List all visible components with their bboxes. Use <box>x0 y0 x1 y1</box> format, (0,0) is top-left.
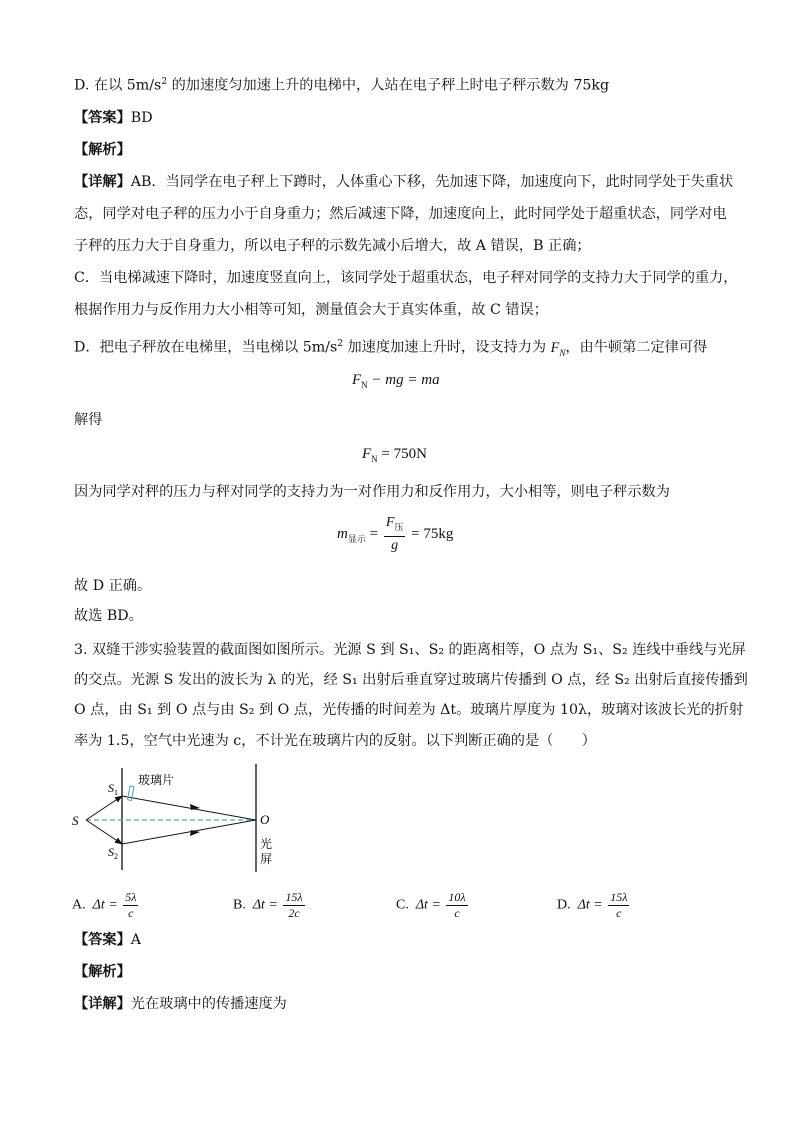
detail-1-line-7: 因为同学对秤的压力与秤对同学的支持力为一对作用力和反作用力，大小相等，则电子秤示数为 <box>74 484 670 500</box>
solve-label: 解得 <box>74 412 103 428</box>
question-3-line-3: O 点，由 S₁ 到 O 点与由 S₂ 到 O 点，光传播的时间差为 Δt。玻璃片厚度为 10λ，玻璃对该波长光的折射 <box>74 702 744 718</box>
detail-1-line-6: D．把电子秤放在电梯里，当电梯以 $5m/s^2$ 加速度加速上升时，设支持力为 $F_N$，由牛顿第二定律可得 <box>74 339 708 358</box>
fn-symbol: $F_N$ <box>550 339 566 358</box>
analysis-label-2: 【解析】 <box>74 964 131 980</box>
equation-newton: $F_N$ − mg = ma <box>352 372 440 390</box>
detail-2-line-1: 【详解】光在玻璃中的传播速度为 <box>74 996 287 1012</box>
detail-1-line-9: 故选 BD。 <box>74 608 143 624</box>
detail-1-line-2: 态，同学对电子秤的压力小于自身重力；然后减速下降，加速度向上，此时同学处于超重状态，同学对电 <box>74 206 727 222</box>
option-d-previous: D. 在以 $5m/s^2$ 的加速度匀加速上升的电梯中，人站在电子秤上时电子秤示数为 75kg <box>74 77 610 94</box>
arrow-upper <box>190 804 200 810</box>
option-c[interactable]: C. Δt = $\frac{10\lambda}{c}$ <box>396 890 466 920</box>
equation-result-force: $F_N = 750N$ <box>362 446 427 464</box>
ray-s2-to-o <box>122 820 256 844</box>
question-3-line-1: 3. 双缝干涉实验装置的截面图如图所示。光源 S 到 S₁、S₂ 的距离相等，O 点为 S₁、S₂ 连线中垂线与光屏 <box>74 642 746 658</box>
label-s1: $S_1$ <box>108 781 118 797</box>
option-b[interactable]: B. Δt = $\frac{15\lambda}{2c}$ <box>233 890 303 920</box>
label-s2: $S_2$ <box>108 845 118 861</box>
ray-s1-to-o <box>122 796 256 820</box>
label-screen-2: 屏 <box>260 852 273 866</box>
label-glass: 玻璃片 <box>138 773 175 787</box>
detail-1-line-1: 【详解】AB．当同学在电子秤上下蹲时，人体重心下移，先加速下降，加速度向下，此时同学处于失重状 <box>74 174 734 190</box>
option-d[interactable]: D. Δt = $\frac{15\lambda}{c}$ <box>557 890 628 920</box>
ray-s-to-s1 <box>86 796 122 820</box>
label-screen-1: 光 <box>260 837 273 851</box>
detail-1-line-8: 故 D 正确。 <box>74 578 152 594</box>
arrow-lower <box>190 830 200 836</box>
option-a[interactable]: A. Δt = $\frac{5\lambda}{c}$ <box>72 890 137 920</box>
analysis-label-1: 【解析】 <box>74 142 131 158</box>
equation-scale-reading: $m_{显示}$ = $\frac{F_压}{g}$ = 75kg <box>337 515 454 553</box>
label-o: O <box>260 812 270 827</box>
answer-line-1: 【答案】BD <box>74 110 153 126</box>
question-3-line-2: 的交点。光源 S 发出的波长为 λ 的光，经 S₁ 出射后垂直穿过玻璃片传播到 O 点，经 S₂ 出射后直接传播到 <box>74 672 748 688</box>
scale-fraction: $\frac{F_压}{g}$ <box>385 515 404 553</box>
double-slit-diagram <box>70 760 290 878</box>
label-s: S <box>72 813 79 828</box>
question-3-line-4: 率为 1.5，空气中光速为 c，不计光在玻璃片内的反射。以下判断正确的是（ ） <box>74 733 596 749</box>
detail-1-line-4: C．当电梯减速下降时，加速度竖直向上，该同学处于超重状态，电子秤对同学的支持力大于同学的重力， <box>74 270 738 286</box>
ray-s-to-s2 <box>86 820 122 844</box>
detail-1-line-5: 根据作用力与反作用力大小相等可知，测量值会大于真实体重，故 C 错误； <box>74 302 548 318</box>
answer-line-2: 【答案】A <box>74 932 142 948</box>
detail-1-line-3: 子秤的压力大于自身重力，所以电子秤的示数先减小后增大，故 A 错误，B 正确； <box>74 238 591 254</box>
